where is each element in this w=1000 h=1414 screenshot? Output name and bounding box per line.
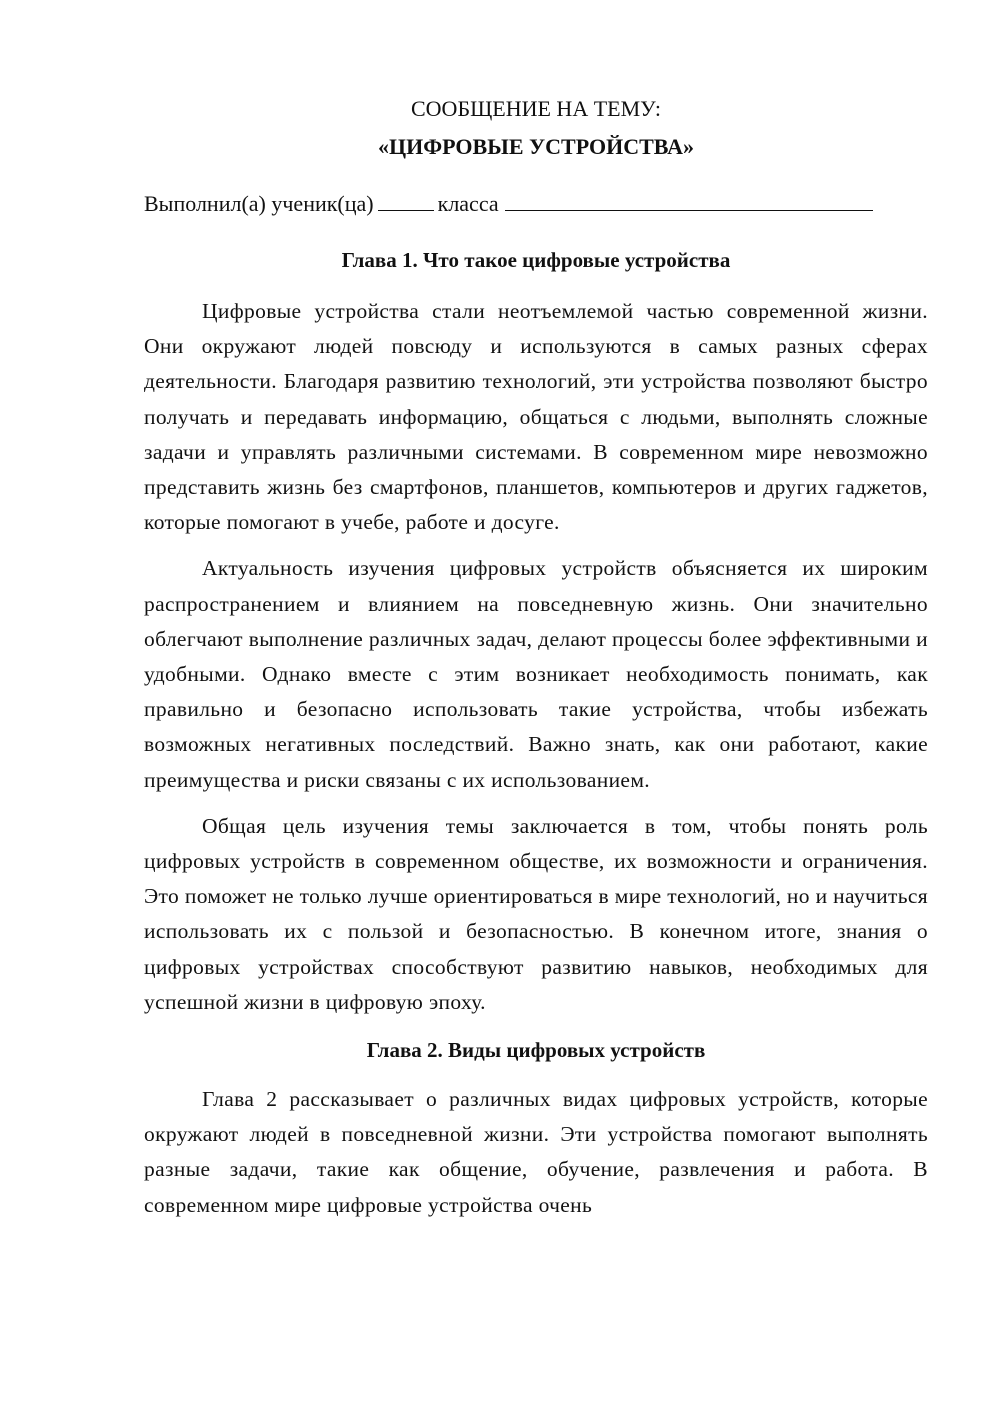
chapter2-paragraph: Глава 2 рассказывает о различных видах цифровых устройств, которые окружают людей в повседневной жизни. Эти устройства помогают выполнять разные задачи, такие как общение, обучение, развлечения и работа. В современном мире цифровые устройства очень: [144, 1087, 928, 1217]
name-blank: [505, 190, 873, 211]
document-title-line1: СООБЩЕНИЕ НА ТЕМУ:: [411, 96, 661, 121]
author-class-word: класса: [437, 191, 499, 216]
document-page: [144, 90, 928, 1223]
chapter2-heading: Глава 2. Виды цифровых устройств: [366, 1038, 706, 1063]
chapter1-heading: Глава 1. Что такое цифровые устройства: [341, 248, 731, 272]
author-line: [144, 186, 928, 222]
document-title-line2: «ЦИФРОВЫЕ УСТРОЙСТВА»: [378, 134, 694, 159]
chapter1-paragraph: Актуальность изучения цифровых устройств объясняется их широким распространением и влиянием на повседневную жизнь. Они значительно облегчают выполнение различных задач, делают процессы более эффективными и удобными. Однако вместе с этим возникает необходимость понимать, как правильно и безопасно использовать такие устройства, чтобы избежать возможных негативных последствий. Важно знать, как они работают, какие преимущества и риски связаны с их использованием.: [144, 556, 928, 792]
chapter1-paragraph: Цифровые устройства стали неотъемлемой частью современной жизни. Они окружают людей повсюду и используются в самых разных сферах деятельности. Благодаря развитию технологий, эти устройства позволяют быстро получать и передавать информацию, общаться с людьми, выполнять сложные задачи и управлять различными системами. В современном мире невозможно представить жизнь без смартфонов, планшетов, компьютеров и других гаджетов, которые помогают в учебе, работе и досуге.: [144, 299, 928, 535]
author-prefix: Выполнил(а) ученик(ца): [144, 191, 374, 216]
chapter1-paragraph: Общая цель изучения темы заключается в том, чтобы понять роль цифровых устройств в современном обществе, их возможности и ограничения. Это поможет не только лучше ориентироваться в мире технологий, но и научиться использовать их с пользой и безопасностью. В конечном итоге, знания о цифровых устройствах способствуют развитию навыков, необходимых для успешной жизни в цифровую эпоху.: [144, 813, 928, 1014]
grade-blank: [378, 190, 434, 211]
